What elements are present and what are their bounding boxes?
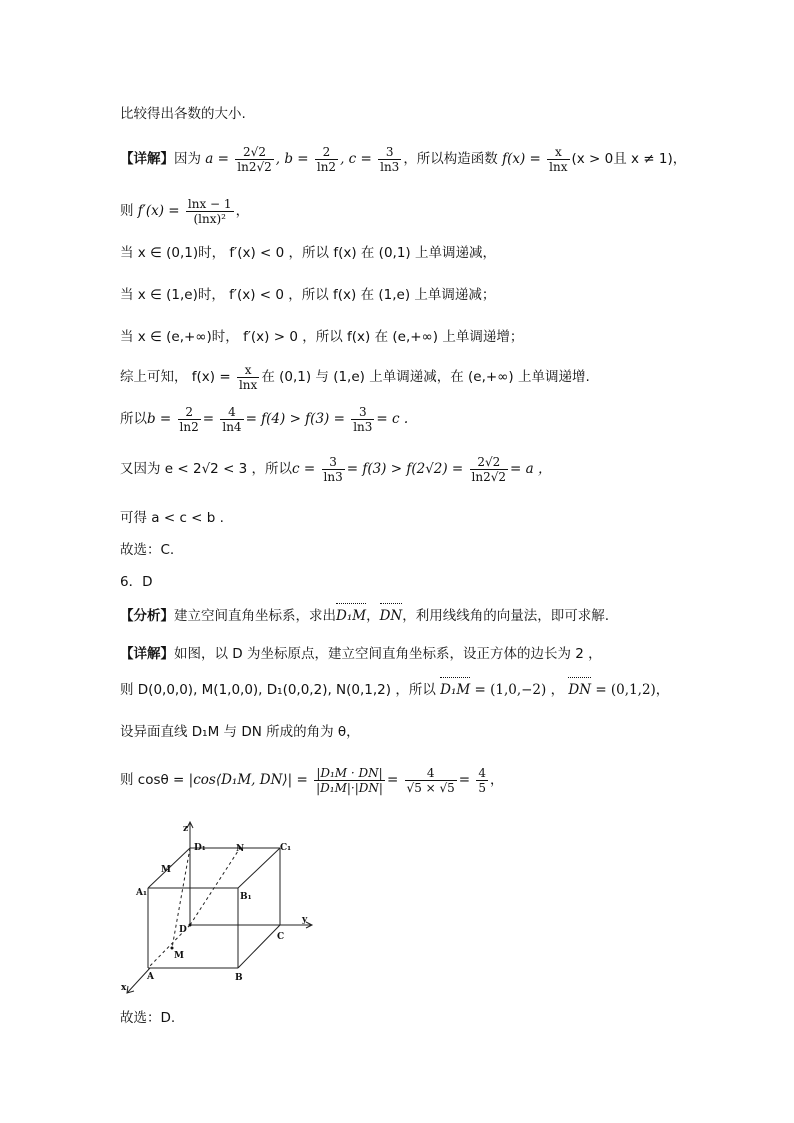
answer-line: 故选：C. xyxy=(120,542,175,558)
label-b1: B₁ xyxy=(240,892,252,902)
label-m: M xyxy=(174,951,184,961)
text: 在 (0,1) 与 (1,e) 上单调递减，在 (e,+∞) 上单调递增. xyxy=(261,369,590,385)
label-m-top: M xyxy=(161,865,171,875)
text: ， xyxy=(235,203,250,219)
vector: D₁M xyxy=(440,682,471,698)
compare-c-a-line xyxy=(120,454,551,484)
detail-label: 【详解】 xyxy=(120,646,174,662)
detail-line xyxy=(120,644,602,664)
edge-b-c xyxy=(238,925,280,968)
analysis-label: 【分析】 xyxy=(120,608,174,624)
answer-line: 故选：D. xyxy=(120,1010,176,1026)
fraction: $\frac{3}{\ln 3}$ xyxy=(323,454,343,484)
fraction: $\frac{2√2}{\ln 2√2}$ xyxy=(237,144,272,174)
label-y: y xyxy=(302,915,308,925)
label-c: C xyxy=(277,932,285,942)
fraction: $\frac{4}{5}$ xyxy=(478,765,487,795)
label-x: x xyxy=(121,983,127,993)
coordinates-line xyxy=(120,680,669,700)
fraction: $\frac{x}{\ln x}$ xyxy=(238,362,258,392)
label-n: N xyxy=(236,844,245,854)
math: f′(x) = xyxy=(137,203,180,219)
math: , c = xyxy=(340,151,372,167)
text: 因为 xyxy=(174,151,201,167)
compare-b-c-line xyxy=(120,404,408,434)
math: , b = xyxy=(275,151,309,167)
text: 如图，以 D 为坐标原点，建立空间直角坐标系，设正方体的边长为 2 ， xyxy=(174,646,602,662)
fraction: $\frac{3}{\ln 3}$ xyxy=(380,144,400,174)
vector: D₁M xyxy=(336,608,367,624)
text-line: 设异面直线 D₁M 与 DN 所成的角为 θ， xyxy=(120,724,360,740)
math: = f(3) > f(2√2) = xyxy=(346,461,464,477)
text: ，利用线线角的向量法，即可求解. xyxy=(402,608,609,624)
text-line: 比较得出各数的大小. xyxy=(120,106,246,122)
fraction: $\frac{4}{√5 \times √5}$ xyxy=(406,765,455,795)
math: f(x) = xyxy=(502,151,541,167)
fraction: $\frac{\ln x - 1}{\text{(lnx)²}}$ xyxy=(187,196,232,226)
text: ， xyxy=(366,608,380,624)
label-a1: A₁ xyxy=(136,888,147,898)
detail-line-abc xyxy=(120,144,686,174)
cube-figure xyxy=(118,815,328,997)
text: 则 cosθ = xyxy=(120,772,185,788)
text: ， xyxy=(490,772,504,788)
derivative-line xyxy=(120,196,249,226)
text: 则 xyxy=(120,203,134,219)
math: |cos⟨D₁M, DN⟩| = xyxy=(188,772,308,788)
label-d: D xyxy=(179,925,187,935)
text-line: 可得 a < c < b . xyxy=(120,510,224,526)
math: b = xyxy=(147,411,172,427)
segment-d-n xyxy=(190,848,240,925)
math: = xyxy=(386,772,399,788)
math: = c . xyxy=(376,411,409,427)
text: 所以 xyxy=(120,411,147,427)
label-b: B xyxy=(235,973,243,983)
question-number: 6．D xyxy=(120,574,153,590)
label-c1: C₁ xyxy=(280,843,292,853)
fraction: $\frac{3}{\ln 3}$ xyxy=(353,404,373,434)
analysis-line xyxy=(120,606,609,626)
label-d1: D₁ xyxy=(194,843,206,853)
text: 则 D(0,0,0), M(1,0,0), D₁(0,0,2), N(0,1,2) ，所以 xyxy=(120,682,436,698)
text: 又因为 e < 2√2 < 3 ，所以 xyxy=(120,461,293,477)
text: (x > 0且 x ≠ 1)， xyxy=(571,151,687,167)
fraction: $\frac{2√2}{\ln 2√2}$ xyxy=(471,454,507,484)
text-line: 当 x ∈ (0,1)时， f′(x) < 0 ，所以 f(x) 在 (0,1) 上单调递减， xyxy=(120,245,496,261)
label-a: A xyxy=(147,972,154,982)
math: = xyxy=(458,772,471,788)
fraction: $\frac{2}{\ln 2}$ xyxy=(179,404,199,434)
fraction: $\frac{\text{|D₁M · DN|}}{\text{|D₁M|·|DN|}}$ xyxy=(316,765,383,795)
fraction: $\frac{2}{\ln 2}$ xyxy=(316,144,337,174)
math: = xyxy=(202,411,215,427)
text-line: 当 x ∈ (e,+∞)时， f′(x) > 0 ，所以 f(x) 在 (e,+∞) 上单调递增； xyxy=(120,329,524,345)
point-m xyxy=(171,947,174,950)
point-d xyxy=(189,924,192,927)
summary-line xyxy=(120,362,590,392)
math: = (0,1,2)， xyxy=(595,682,670,698)
edge-c1-b1 xyxy=(238,848,280,888)
vector: DN xyxy=(568,682,592,698)
cosine-line xyxy=(120,760,504,800)
fraction: $\frac{4}{\ln 4}$ xyxy=(222,404,242,434)
fraction: $\frac{x}{\ln x}$ xyxy=(549,144,568,174)
math: = a ， xyxy=(510,461,552,477)
math: = f(4) > f(3) = xyxy=(245,411,345,427)
text-line: 当 x ∈ (1,e)时， f′(x) < 0 ，所以 f(x) 在 (1,e) 上单调递减； xyxy=(120,287,496,303)
text: 建立空间直角坐标系，求出 xyxy=(174,608,336,624)
math: c = xyxy=(292,461,316,477)
text: 综上可知， f(x) = xyxy=(120,369,231,385)
label-z: z xyxy=(183,824,189,834)
math: a = xyxy=(205,151,229,167)
vector: DN xyxy=(379,608,403,624)
math: = (1,0,−2) ， xyxy=(474,682,565,698)
text: ，所以构造函数 xyxy=(403,151,498,167)
detail-label: 【详解】 xyxy=(120,151,174,167)
